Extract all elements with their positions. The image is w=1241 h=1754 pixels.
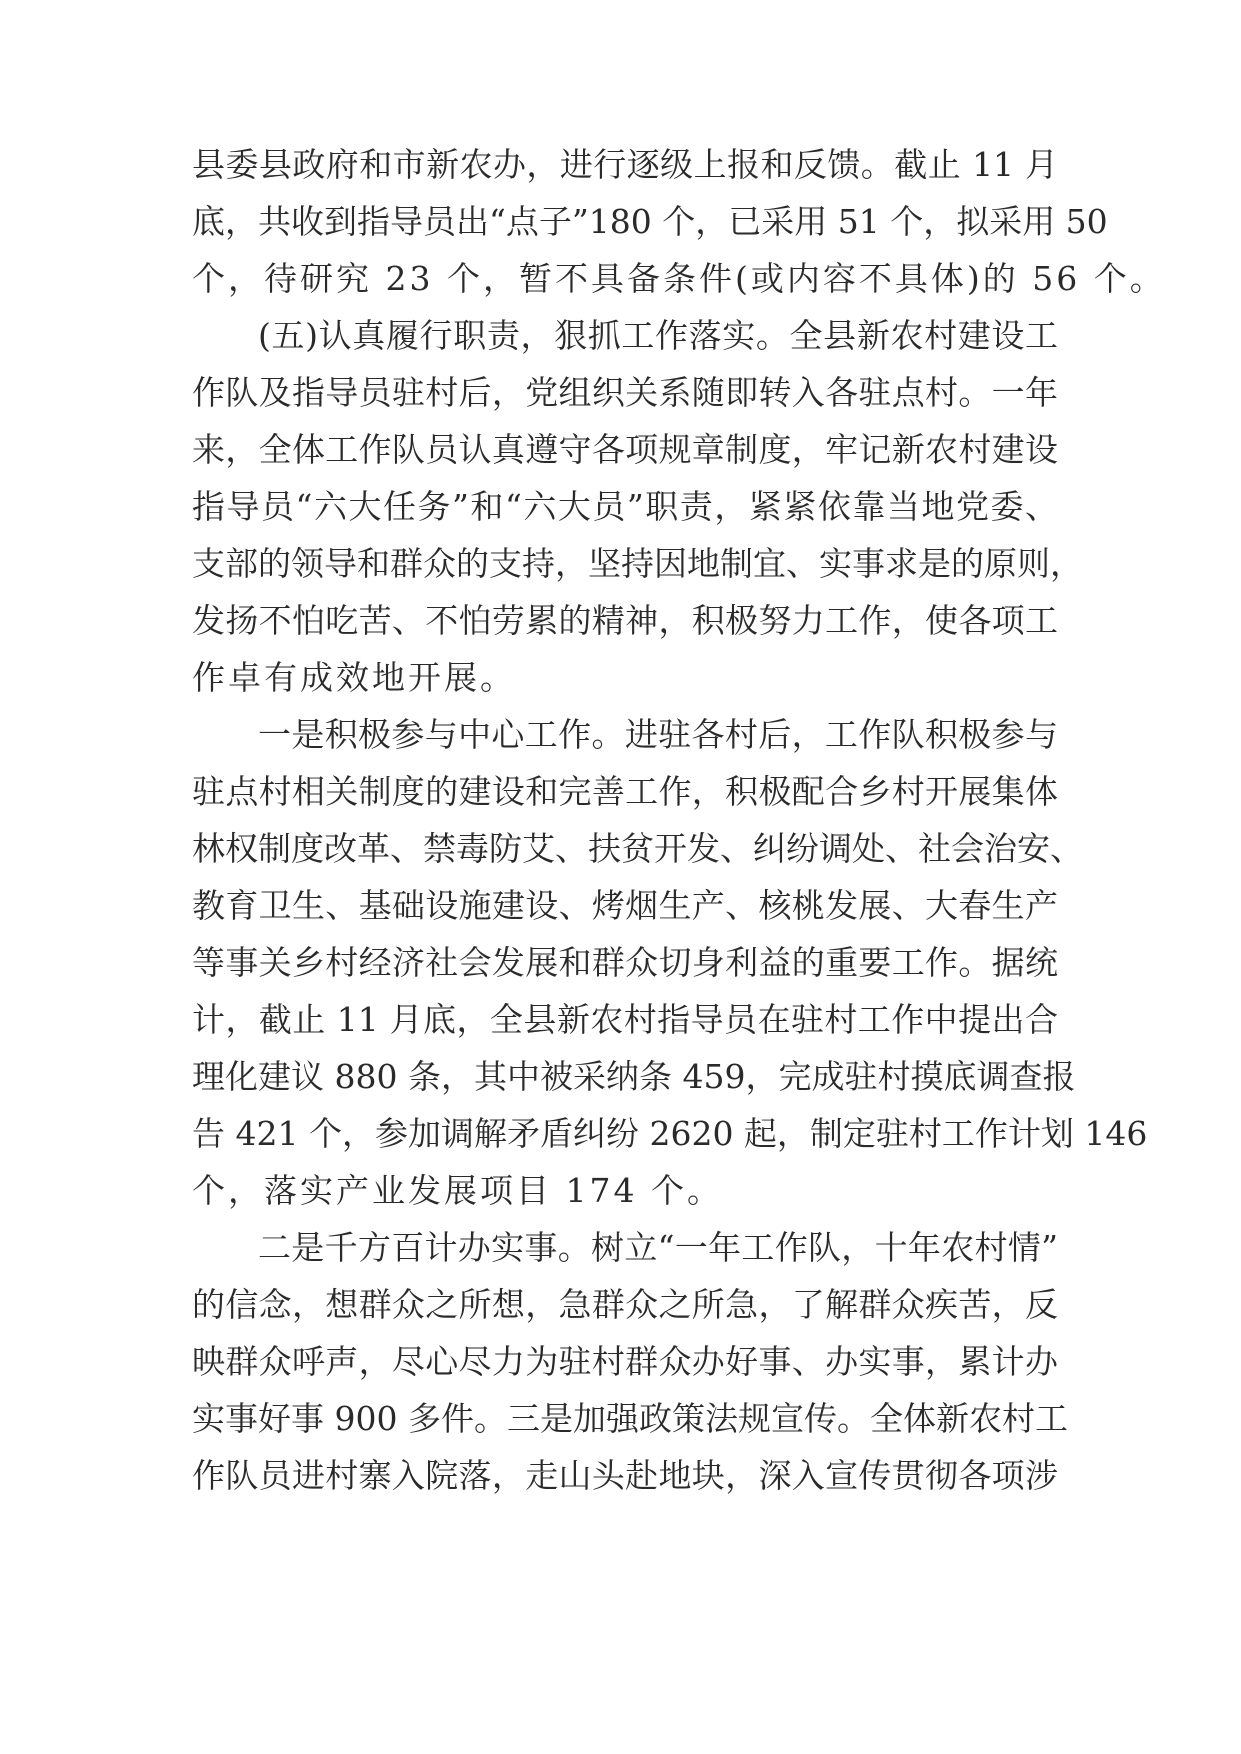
paragraph-first-line: 二是千方百计办实事。树立“一年工作队，十年农村情” (258, 1228, 1058, 1267)
text-line: 作队员进村寨入院落，走山头赴地块，深入宣传贯彻各项涉 (192, 1456, 1058, 1495)
text-line: 支部的领导和群众的支持，坚持因地制宜、实事求是的原则， (192, 544, 1083, 583)
text-line: 等事关乡村经济社会发展和群众切身利益的重要工作。据统 (192, 943, 1058, 982)
text-line: 教育卫生、基础设施建设、烤烟生产、核桃发展、大春生产 (192, 886, 1058, 925)
text-line: 林权制度改革、禁毒防艾、扶贫开发、纠纷调处、社会治安、 (192, 829, 1083, 868)
text-line: 发扬不怕吃苦、不怕劳累的精神，积极努力工作，使各项工 (192, 601, 1058, 640)
text-line: 指导员“六大任务”和“六大员”职责，紧紧依靠当地党委、 (192, 487, 1058, 526)
text-line: 个，待研究 23 个，暂不具备条件(或内容不具体)的 56 个。 (192, 259, 1166, 298)
text-line: 底，共收到指导员出“点子”180 个，已采用 51 个，拟采用 50 (192, 202, 1108, 241)
text-line: 的信念，想群众之所想，急群众之所急，了解群众疾苦，反 (192, 1285, 1058, 1324)
text-line: 驻点村相关制度的建设和完善工作，积极配合乡村开展集体 (192, 772, 1058, 811)
text-line: 计，截止 11 月底，全县新农村指导员在驻村工作中提出合 (192, 1000, 1058, 1039)
text-line: 实事好事 900 多件。三是加强政策法规宣传。全体新农村工 (192, 1399, 1068, 1438)
text-line: 县委县政府和市新农办，进行逐级上报和反馈。截止 11 月 (192, 145, 1058, 184)
text-line: 个，落实产业发展项目 174 个。 (192, 1171, 723, 1210)
text-line: 映群众呼声，尽心尽力为驻村群众办好事、办实事，累计办 (192, 1342, 1058, 1381)
paragraph-first-line: (五)认真履行职责，狠抓工作落实。全县新农村建设工 (258, 316, 1058, 355)
text-line: 作队及指导员驻村后，党组织关系随即转入各驻点村。一年 (192, 373, 1058, 412)
text-line: 告 421 个，参加调解矛盾纠纷 2620 起，制定驻村工作计划 146 (192, 1114, 1148, 1153)
text-line: 作卓有成效地开展。 (192, 658, 516, 697)
text-line: 理化建议 880 条，其中被采纳条 459，完成驻村摸底调查报 (192, 1057, 1076, 1096)
text-line: 来，全体工作队员认真遵守各项规章制度，牢记新农村建设 (192, 430, 1058, 469)
paragraph-first-line: 一是积极参与中心工作。进驻各村后，工作队积极参与 (258, 715, 1058, 754)
